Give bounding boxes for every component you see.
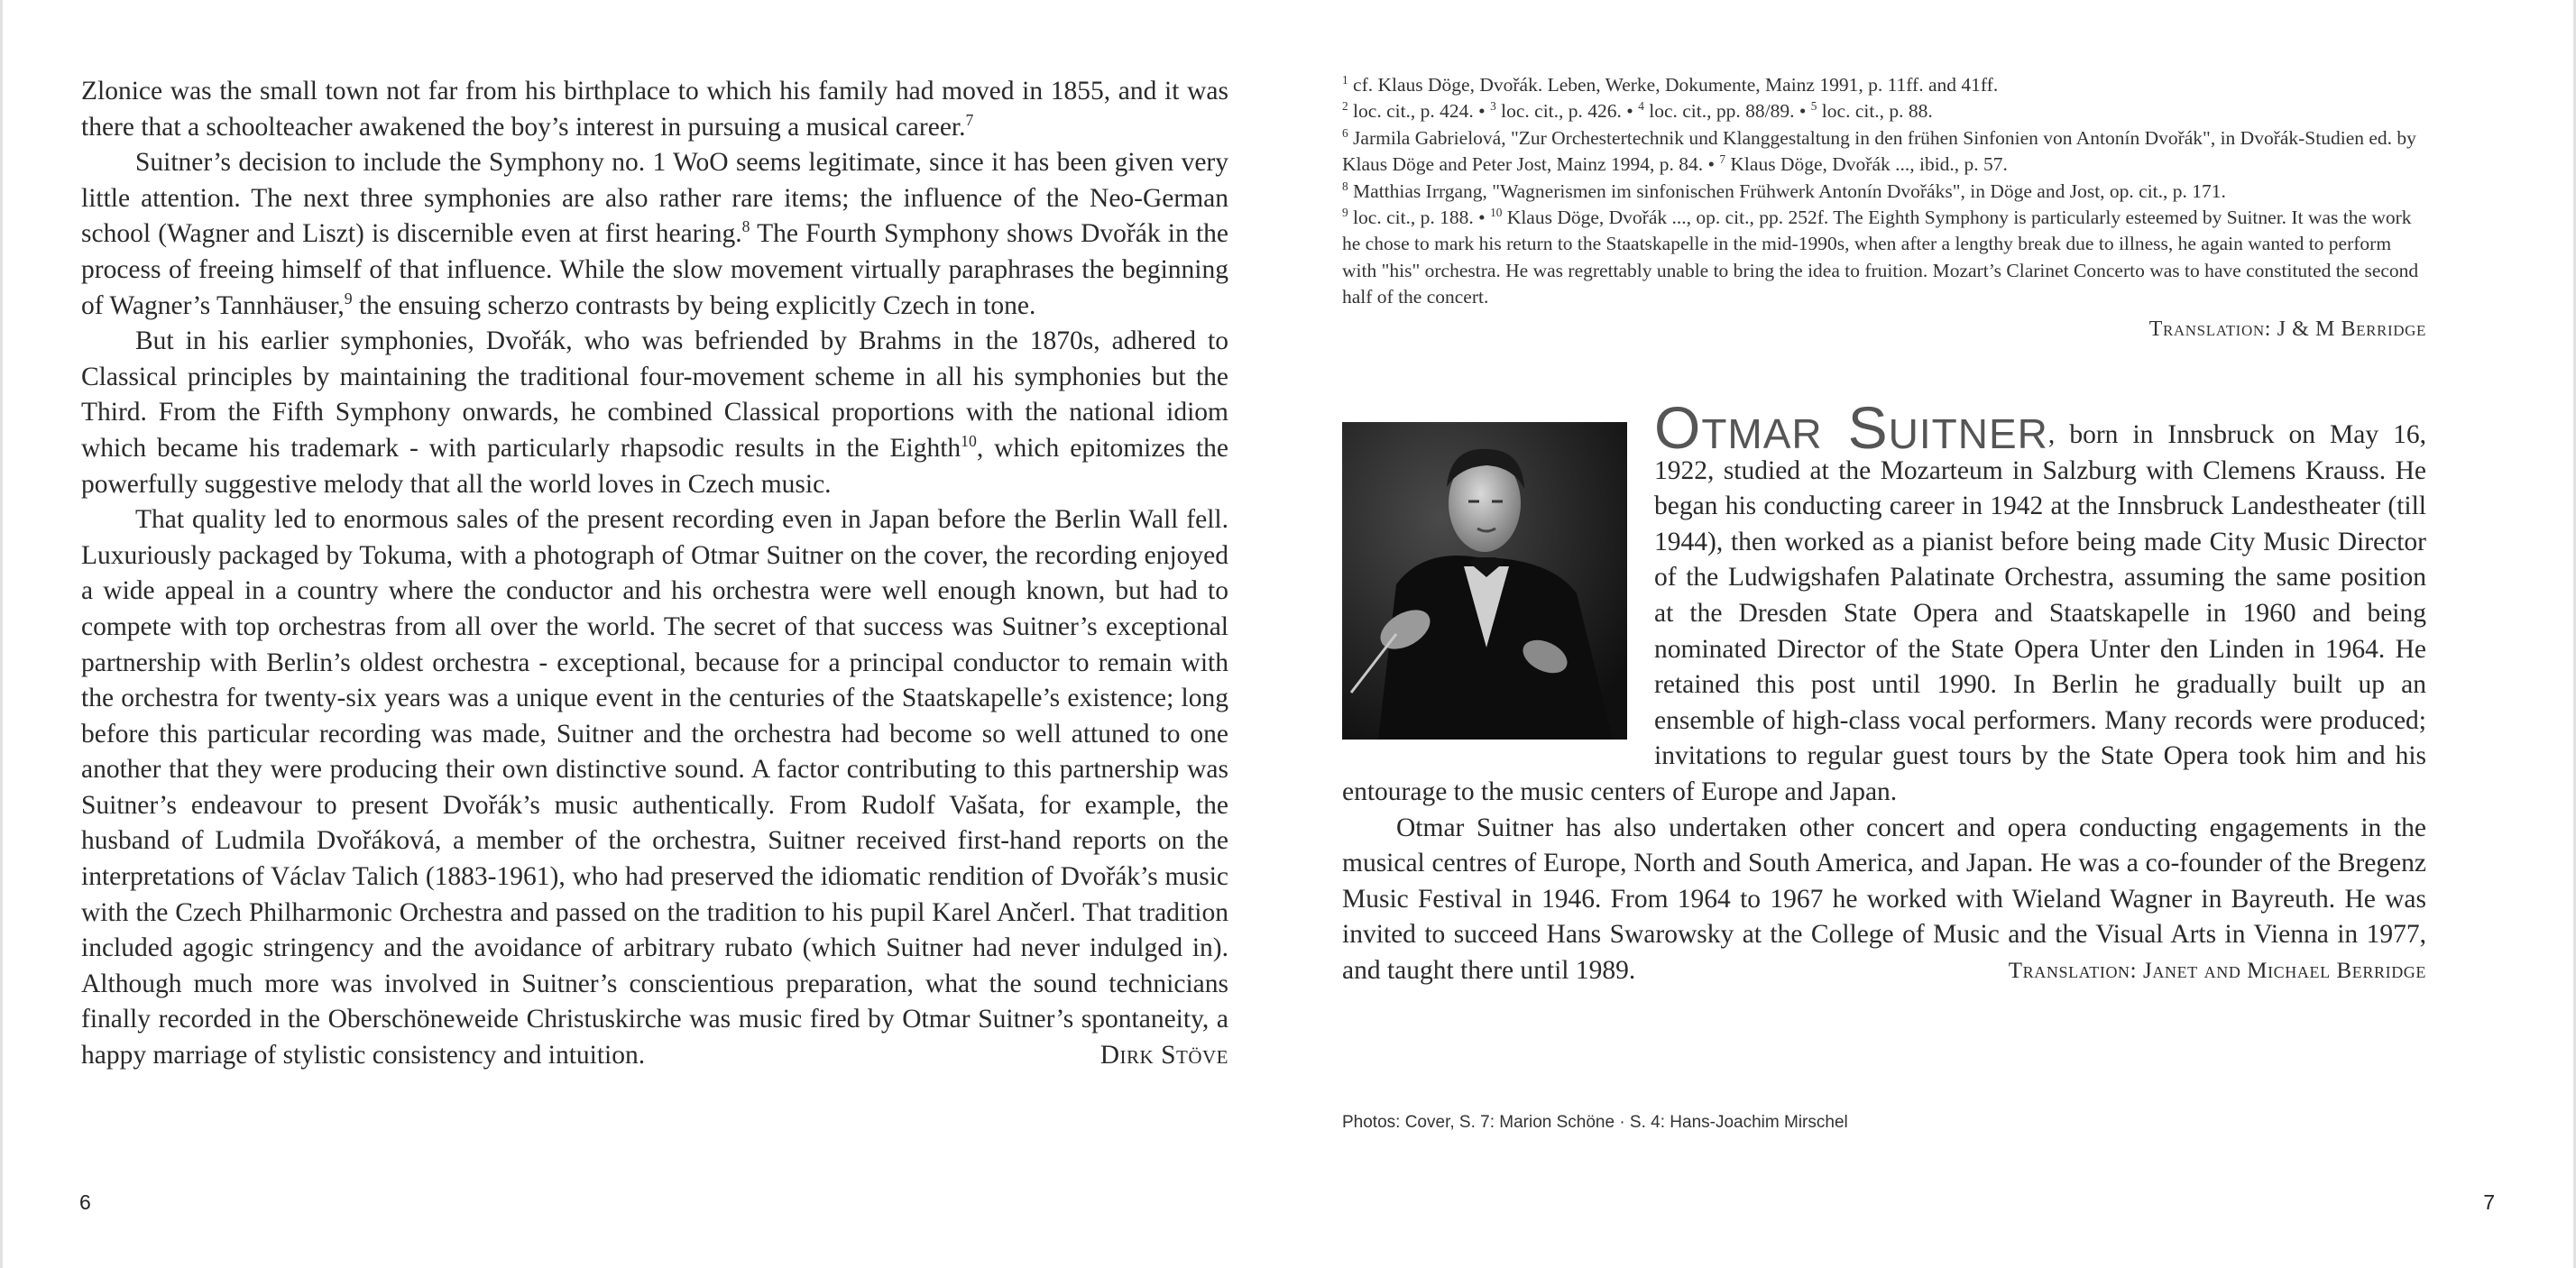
- footnote-ref: 8: [741, 217, 750, 236]
- biography: [1342, 394, 2426, 989]
- footnote-number: 9: [1342, 205, 1348, 219]
- footnote-line: [1342, 179, 2426, 205]
- footnote-number: 3: [1490, 99, 1496, 114]
- footnote-ref: 9: [344, 289, 353, 308]
- footnote-line: [1342, 205, 2426, 311]
- footnote-line: [1342, 98, 2426, 124]
- footnote-number: 1: [1342, 72, 1348, 87]
- footnote-ref: 10: [961, 432, 977, 451]
- footnote-text: Jarmila Gabrielová, "Zur Orchestertechnik und Klanggestaltung in den frühen Sinfonien von Antonín Dvořák", in Dvořák-Studien ed. by Klaus Döge and Peter Jost, Mainz 1994, p. 84. •: [1342, 126, 2416, 176]
- footnote-text: Klaus Döge, Dvořák ..., op. cit., pp. 252f. The Eighth Symphony is particularly esteemed by Suitner. It was the work he chose to mark his return to the Staatskapelle in the mid-1990s, when after a lengthy break due to illness, he again wanted to perform with "his" orchestra. He was regrettably unable to bring the idea to fruition. Mozart’s Clarinet Concerto was to have constituted the second half of the concert.: [1342, 207, 2419, 308]
- conductor-portrait-photo: [1342, 422, 1627, 740]
- translation-credit-footnotes: Translation: J & M Berridge: [2148, 317, 2426, 341]
- footnote-text: cf. Klaus Döge, Dvořák. Leben, Werke, Dokumente, Mainz 1991, p. 11ff. and 41ff.: [1348, 74, 1999, 96]
- essay-paragraph-2: Suitner’s decision to include the Symphony no. 1 WoO seems legitimate, since it has been given very little attention. The next three symphonies are also rather rare items; the influence of the Neo-German school (Wagner and Liszt) is discernible even at first hearing.$^8$ The Fourth Symphony shows Dvořák in the process of freeing himself of that influence. While the slow movement virtually paraphrases the beginning of Wagner’s Tannhäuser,$^9$ the ensuing scherzo contrasts by being explicitly Czech in tone.: [81, 148, 1228, 320]
- footnote-number: 4: [1638, 99, 1644, 114]
- footnote-text: loc. cit., p. 426. •: [1495, 100, 1639, 123]
- footnote-line: [1342, 72, 2426, 98]
- footnote-number: 2: [1342, 99, 1348, 114]
- essay-text: [81, 74, 1228, 1074]
- footnote-text: loc. cit., p. 424. •: [1348, 100, 1491, 123]
- author-byline: Dirk Stöve: [1099, 1041, 1228, 1070]
- bio-paragraph-1: Otmar Suitner, born in Innsbruck on May 16, 1922, studied at the Mozarteum in Salzburg with Clemens Krauss. He began his conducting career in 1942 at the Innsbruck Landestheater (till 1944), then worked as a pianist before being made City Music Director of the Ludwigshafen Palatinate Orchestra, assuming the same position at the Dresden State Opera and Staatskapelle in 1960 and being nominated Director of the State Opera Unter den Linden in 1964. He retained this post until 1990. In Berlin he gradually built up an ensemble of high-class vocal performers. Many records were produced; invitations to regular guest tours by the State Opera took him and his entourage to the music centers of Europe and Japan.: [1342, 394, 2426, 806]
- footnote-number: 10: [1490, 205, 1503, 219]
- footnote-ref: 7: [965, 110, 974, 129]
- page-number-left: 6: [79, 1190, 91, 1214]
- footnote-number: 8: [1342, 179, 1348, 193]
- photo-credits: Photos: Cover, S. 7: Marion Schöne · S. 4: Hans-Joachim Mirschel: [1342, 1113, 1848, 1132]
- footnote-text: loc. cit., p. 88.: [1817, 100, 1933, 123]
- essay-paragraph-3: But in his earlier symphonies, Dvořák, who was befriended by Brahms in the 1870s, adhered to Classical principles by maintaining the traditional four-movement scheme in all his symphonies but the Third. From the Fifth Symphony onwards, he combined Classical proportions with the national idiom which became his trademark - with particularly rhapsodic results in the Eighth$^{10}$, which epitomizes the powerfully suggestive melody that all the world loves in Czech music.: [81, 326, 1229, 499]
- footnote-number: 7: [1719, 152, 1726, 167]
- footnote-text: Klaus Döge, Dvořák ..., ibid., p. 57.: [1725, 153, 2008, 176]
- footnotes: [1342, 72, 2426, 343]
- footnote-text: loc. cit., p. 188. •: [1348, 207, 1491, 229]
- footnote-text: loc. cit., pp. 88/89. •: [1643, 100, 1811, 123]
- bio-paragraph-2: Otmar Suitner has also undertaken other concert and opera conducting engagements in the musical centres of Europe, North and South America, and Japan. He was a co-founder of the Bregenz Music Festival in 1946. From 1964 to 1967 he worked with Wieland Wagner in Bayreuth. He was invited to succeed Hans Swarowsky at the College of Music and the Visual Arts in Vienna in 1977, and taught there until 1989. Translation: Janet and Michael Berridge: [1342, 811, 2426, 989]
- footnote-line: [1342, 125, 2426, 179]
- essay-paragraph-4: That quality led to enormous sales of the present recording even in Japan before the Berlin Wall fell. Luxuriously packaged by Tokuma, with a photograph of Otmar Suitner on the cover, the recording enjoyed a wide appeal in a country where the conductor and his orchestra were well enough known, but had to compete with top orchestras from all over the world. The secret of that success was Suitner’s exceptional partnership with Berlin’s oldest orchestra - exceptional, because for a principal conductor to remain with the orchestra for twenty-six years was a unique event in the centuries of the Staatskapelle’s existence; long before this particular recording was made, Suitner and the orchestra had become so well attuned to one another that they were producing their own distinctive sound. A factor contributing to this partnership was Suitner’s endeavour to present Dvořák’s music authentically. From Rudolf Vašata, for example, the husband of Ludmila Dvořáková, a member of the orchestra, Suitner received first-hand reports on the interpretations of Václav Talich (1883-1961), who had preserved the idiomatic rendition of Dvořák’s music with the Czech Philharmonic Orchestra and passed on the tradition to his pupil Karel Ančerl. That tradition included agogic stringency and the avoidance of arbitrary rubato (which Suitner had never indulged in). Although much more was involved in Suitner’s conscientious preparation, what the sound technicians finally recorded in the Oberschöneweide Christuskirche was music fired by Otmar Suitner’s spontaneity, a happy marriage of stylistic consistency and intuition. Dirk Stöve: [81, 502, 1228, 1074]
- footnote-number: 6: [1342, 125, 1348, 140]
- footnote-number: 5: [1810, 99, 1817, 114]
- translation-credit-bio: Translation: Janet and Michael Berridge: [2008, 958, 2426, 983]
- conductor-name-heading: Otmar Suitner: [1654, 394, 2048, 461]
- footnote-text: Matthias Irrgang, "Wagnerismen im sinfonischen Frühwerk Antonín Dvořáks", in Döge and Jost, op. cit., p. 171.: [1348, 179, 2226, 202]
- page-number-right: 7: [2483, 1190, 2495, 1214]
- right-page: [1288, 0, 2576, 1268]
- essay-paragraph-1: Zlonice was the small town not far from his birthplace to which his family had moved in 1855, and it was there that a schoolteacher awakened the boy’s interest in pursuing a musical career.$^7$: [81, 77, 1228, 142]
